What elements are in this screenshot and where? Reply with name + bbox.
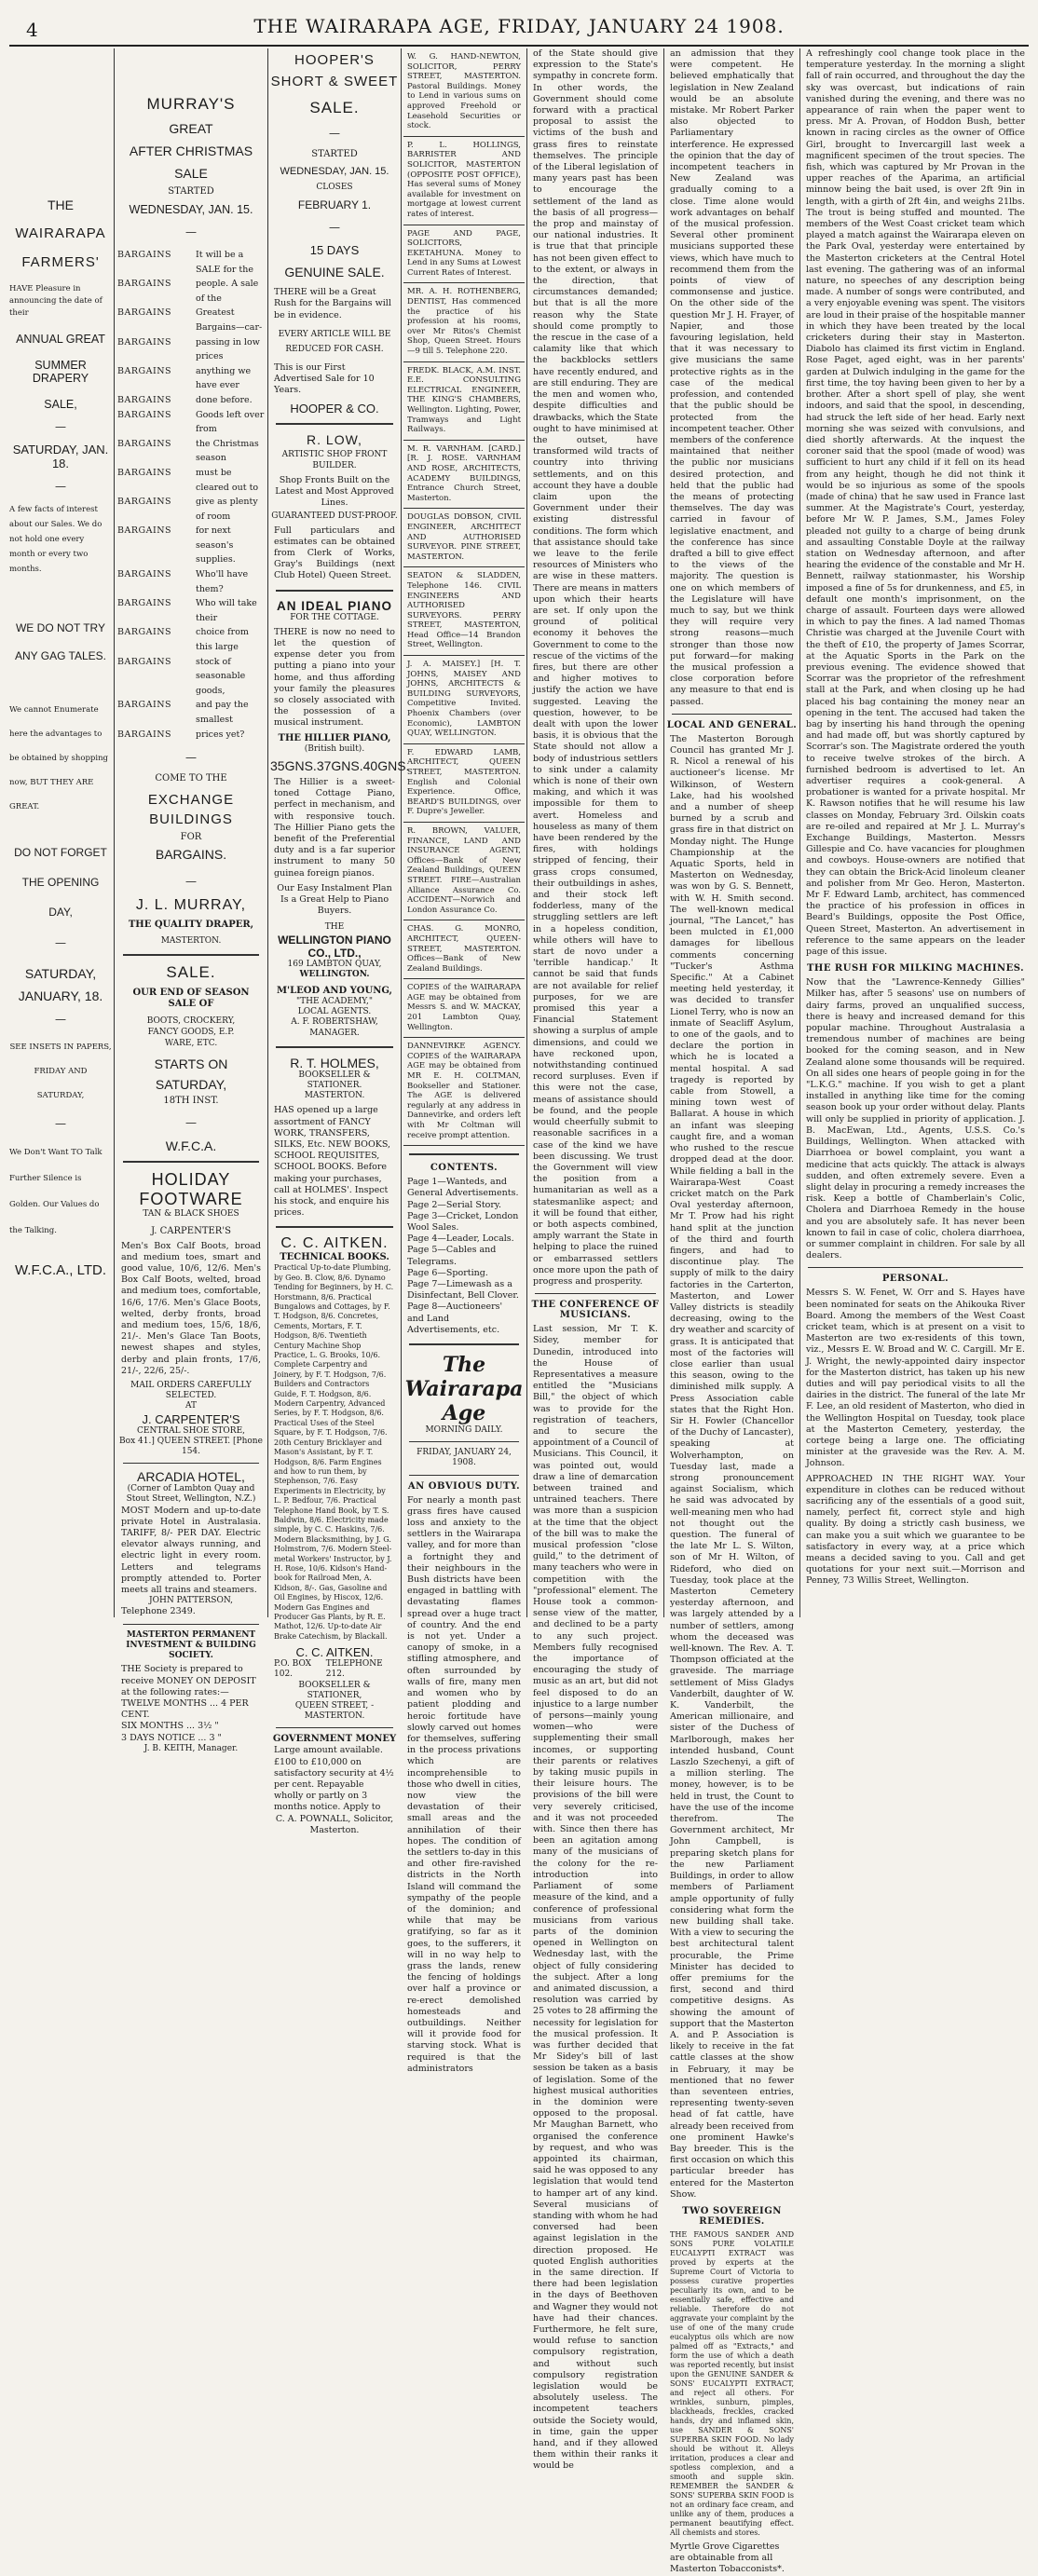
professional-card: SEATON & SLADDEN, Telephone 146. CIVIL ENGINEERS AND AUTHORISED SURVEYORS. PERRY STREET, MASTERTON, Head Office—14 Brandon Street, Wellington.	[403, 567, 525, 656]
bargain-word: BARGAINS	[117, 729, 172, 740]
ad-text: A. F. ROBERTSHAW, MANAGER.	[291, 1017, 378, 1038]
ad-heading: W.F.C.A.	[165, 1138, 217, 1154]
column-rule	[401, 48, 402, 1617]
ad-heading: SATURDAY,	[155, 1077, 227, 1093]
ad-heading: EXCHANGE	[147, 792, 235, 809]
bargain-row	[117, 495, 265, 524]
ad-text: "THE ACADEMY,"	[295, 996, 374, 1006]
ad-text: STARTED	[311, 149, 358, 159]
bargain-word: BARGAINS	[117, 394, 172, 405]
bargain-line: give as plenty of room	[196, 497, 258, 522]
bargain-row	[117, 625, 265, 654]
bargain-word: BARGAINS	[117, 497, 172, 508]
bargain-line: Who'll have them?	[196, 569, 249, 594]
bargain-word: BARGAINS	[117, 307, 172, 319]
leader-text: of the State should give expression to the State's sympathy in concrete form. In other words, the Government should come forward with a practical proposal to assist the victims of the bush and grass fires to reinstate themselves. The principle of the Liberal legislation of many years past has been to encourage the settlement of the land as the basis of all progress—the prop and mainstay of our national industries. It is true that that principle has not been given effect to to the extent, or always in the direction, that circumstances demanded; but that is all the more reason why the State should come promptly to the rescue in the case of a calamity like that which the backblocks settlers have recently endured, and are still enduring. They are the men and women who, despite difficulties and drawbacks, which the State ought to have minimised at the outset, have transformed wild tracts of country into thriving settlements, and on this account they have a double claim upon the Government under their existing distressful conditions. The form which that assistance should take we leave to the ferile resources of Ministers who are wise in these matters. There are means in matters upon which their hearts are set. If only upon the ground of political economy it behoves the Government to come to the rescue of the victims of the fires, but there are other and higher motives to justify the action we have suggested. Leaving the question, however, to be dealt with upon the lower basis, it is obvious that the State should not allow a body of industrious settlers to sink under a calamity which is none of their own making, and which it was impossible for them to avert. Homeless and houseless as many of them have been rendered by the fires, with holdings stripped of fencing, their grass crops consumed, their outbuildings in ashes, and their stock left fodderless, many of the struggling settlers are left in a hopeless condition, while others will have to start de novo under a 'terrible handicap.' It cannot be said that funds are not available for relief purposes, for we are promised this year a Financial Statement showing a surplus of ample dimensions, and could we have reckoned upon, notwithstanding continued record surpluses. Even if this were not the case, means of assistance should be found, and the people would cheerfully submit to reasonable sacrifices in a case of the kind we have been discussing. We trust the Government will view the position from a humanitarian as well as a statesmanlike aspect; and it will be found that either, or both aspects combined, amply warrant the State in helping to place the ruined or embarrassed settlers once more upon the path of progress and prosperity.	[533, 48, 658, 1287]
bargain-word: BARGAINS	[117, 569, 172, 580]
bargain-row	[117, 524, 265, 567]
ad-text: A few facts of interest about our Sales. We do not hold one every month or every two months.	[9, 505, 102, 574]
ad-text: 169 LAMBTON QUAY,	[287, 959, 382, 969]
ad-text: MORNING DAILY.	[425, 1425, 503, 1436]
leader-text: For nearly a month past grass fires have caused loss and anxiety to the settlers in the Wairarapa valley, and for more than a fortnight they and their neighbours in the Bush districts have been engaged in battling with devastating flames spread over a huge tract of country. And the end is not yet. Under a canopy of smoke, in a stifling atmosphere, and often surrounded by walls of fire, many men and women who by patient plodding and heroic fortitude have slowly carved out homes for themselves, suffering in the process privations which are incomprehensible to those who dwell in cities, now view the devastation of their small areas and the annihilation of their hopes. The condition of the settlers to-day in this and other fire-ravished districts in the North Island will command the sympathy of the people of the dominion; and while that may be gratifying, so far as it goes, to the sufferers, it will in no way help to grass the lands, renew the fencing of holdings over half a province or re-erect demolished homesteads and outbuildings. Neither will it provide food for starving stock. What is required is that the administrators	[407, 1494, 522, 2074]
ad-text: Myrtle Grove Cigarettes are obtainable from all Masterton Tobacconists*.	[670, 2541, 785, 2575]
column-leader	[529, 48, 662, 2472]
ad-text: THERE is now no need to let the question of expense deter you from putting a piano into your home, and thus affording your family the pleasures so closely associated with the possession of a musical instrument.	[274, 626, 395, 729]
ad-text: THERE will be a Great Rush for the Bargains will be in evidence.	[274, 287, 391, 320]
contents-item: Page 5—Cables and Telegrams.	[407, 1245, 497, 1267]
ad-heading: HOLIDAY	[151, 1170, 231, 1190]
ad-heading: M'LEOD AND YOUNG,	[276, 985, 393, 996]
ad-heading: SATURDAY,	[24, 966, 97, 981]
rates-list	[117, 1698, 265, 1744]
bargain-row	[117, 567, 265, 596]
ad-text: THE QUALITY DRAPER,	[128, 920, 254, 931]
ad-text: C. A. POWNALL, Solicitor, Masterton.	[275, 1813, 394, 1835]
ad-heading: FEBRUARY 1.	[297, 198, 372, 212]
ad-heading: 15 DAYS	[309, 243, 360, 258]
bargain-word: BARGAINS	[117, 409, 172, 420]
contact-row	[270, 1659, 399, 1680]
ad-text: ARTISTIC SHOP FRONT BUILDER.	[281, 450, 388, 470]
bargain-line: anything we have ever	[196, 365, 252, 391]
ad-heading: R. LOW,	[307, 432, 362, 448]
ad-heading: ANNUAL GREAT	[16, 333, 105, 346]
section-heading: THE RUSH FOR MILKING MACHINES.	[806, 963, 1025, 975]
bargain-line: passing in low prices	[196, 336, 260, 362]
ad-heading: JANUARY, 18.	[18, 988, 103, 1003]
ad-text: LOCAL AGENTS.	[297, 1007, 372, 1017]
bargain-row	[117, 408, 265, 437]
bargain-list	[117, 248, 265, 742]
bargain-row	[117, 437, 265, 466]
column-rule	[526, 48, 527, 1617]
ad-heading: AN IDEAL PIANO	[276, 598, 392, 613]
ad-text: EVERY ARTICLE WILL BE REDUCED FOR CASH.	[278, 329, 391, 354]
newspaper-title: THE WAIRARAPA AGE, FRIDAY, JANUARY 24 1908.	[253, 15, 785, 37]
bargain-line: people. A sale of the	[196, 279, 259, 304]
ad-text: The Hillier is a sweet-toned Cottage Piano, perfect in mechanism, and with responsive touch. The Hillier Piano gets the benefit of the Preferential duty and is a far superior instrument to many 50 guinea foreign pianos.	[274, 776, 395, 879]
column-news	[802, 48, 1029, 1617]
ad-text: BOOKSELLER & STATIONER.	[298, 1070, 371, 1090]
ad-heading: THE	[48, 198, 74, 212]
price: 37GNS.	[316, 757, 363, 773]
bargain-row	[117, 364, 265, 393]
ad-text: J. CARPENTER'S	[151, 1225, 231, 1236]
ad-text: Practical Up-to-date Plumbing, by Geo. B. Clow, 8/6. Dynamo Tending for Beginners, by H. C. Horstmann, 8/6. Practical Bungalows and Cottages, by F. T. Hodgson, 8/6. Concretes, Cements, Mortars, F. T. Hodgson, 8/6. Twentieth Century Machine Shop Practice, L. G. Brooks, 10/6. Complete Carpentry and Joinery, by F. T. Hodgson, 7/6. Builders and Contractors Guide, F. T. Hodgson, 8/6. Modern Carpentry, Advanced Series, by F. T. Hodgson, 8/6. Practical Uses of the Steel Square, by F. T. Hodgson, 7/6. 20th Century Bricklayer and Mason's Assistant, by F. T. Hodgson, 8/6. Farm Engines and how to run them, by Stephenson, 7/6. Easy Experiments in Electricity, by L. P. Bedfour, 7/6. Practical Telephone Hand Book, by T. S. Baldwin, 8/6. Electricity made simple, by C. C. Haskins, 7/6. Modern Blacksmithing, by J. G. Holmstrom, 7/6. Modern Steel-metal Workers' Instructor, by J. H. Rose, 10/6. Kidson's Hand-book for Railroad Men, A. Kidson, 8/-. Gas, Gasoline and Oil Engines, by Hiscox, 12/6. Modern Gas Engines and Producer Gas Plants, by R. E. Mathot, 12/6. Up-to-date Air Brake Catechism, by Blackall.	[274, 1263, 394, 1641]
professional-card: CHAS. G. MONRO, ARCHITECT, QUEEN-STREET, MASTERTON. Offices—Bank of New Zealand Buildings.	[403, 920, 525, 979]
ad-text: AT	[184, 1401, 197, 1411]
contents-item: Page 4—Leader, Locals.	[407, 1233, 514, 1245]
ad-heading: W.F.C.A., LTD.	[14, 1262, 107, 1278]
bargain-row	[117, 596, 265, 625]
ad-text: MAIL ORDERS CAREFULLY SELECTED.	[130, 1381, 252, 1401]
bargain-line: done before.	[196, 394, 253, 405]
professional-card: FREDK. BLACK, A.M. INST. E.E. CONSULTING ELECTRICAL ENGINEER, THE KING'S CHAMBERS, Wellington. Lighting, Power, Tramways and Light Railways.	[403, 362, 525, 441]
ad-text: COME TO THE	[155, 773, 227, 784]
section-heading: PERSONAL.	[881, 1274, 949, 1285]
bargain-line: stock of seasonable goods,	[196, 656, 246, 696]
card-list	[403, 48, 525, 1146]
bargain-word: BARGAINS	[117, 279, 172, 290]
ad-text: This is our First Advertised Sale for 10 Years.	[274, 361, 375, 396]
bargain-row	[117, 248, 265, 277]
ad-heading: DO NOT FORGET THE OPENING DAY,	[14, 846, 107, 919]
contents-item: Page 6—Sporting.	[407, 1267, 488, 1278]
ad-heading: C. C. AITKEN.	[295, 1645, 374, 1660]
bargain-line: It will be a SALE for the	[196, 250, 253, 275]
bargain-row	[117, 655, 265, 699]
ad-heading: STARTS ON	[154, 1056, 228, 1072]
bargain-row	[117, 335, 265, 364]
dateline: FRIDAY, JANUARY 24, 1908.	[417, 1448, 512, 1468]
bargain-line: Goods left over from	[196, 409, 265, 435]
column-rule	[114, 48, 115, 1617]
section-heading: CONTENTS.	[430, 1163, 499, 1174]
ad-text: We cannot Enumerate here the advantages to be obtained by shopping now, BUT THEY ARE GREAT.	[9, 705, 108, 811]
column-wfca-ad: THE WAIRARAPA FARMERS' HAVE Pleasure in announcing the date of their ANNUAL GREAT SUMMER DRAPERY SALE, — SATURDAY, JAN. 18. — A few facts of interest about our Sales. We do not hold one every month or every two months. WE DO NOT TRY ANY GAG TALES. We cannot Enumerate here the advantages to be obtained by shopping now, BUT THEY ARE GREAT. DO NOT FORGET THE OPENING DAY, — SATURDAY, JANUARY, 18. — SEE INSETS IN PAPERS, FRIDAY AND SATURDAY, — We Don't Want TO Talk Further Silence is Golden. Our Values do the Talking. W.F.C.A., LTD.	[9, 198, 112, 1278]
contents-item: Page 3—Cricket, London Wool Sales.	[407, 1210, 519, 1233]
rate-row: TWELVE MONTHS ... 4 PER CENT.	[121, 1697, 249, 1721]
ad-heading: WEDNESDAY, JAN. 15.	[280, 166, 389, 177]
professional-card: M. R. VARNHAM. [CARD.] [R. J. ROSE. VARNHAM AND ROSE, ARCHITECTS, ACADEMY BUILDINGS, Entrance Church Street, Masterton.	[403, 441, 525, 510]
bargain-line: must be cleared out to	[196, 467, 259, 493]
ad-text: Box 41.] QUEEN STREET. [Phone 154.	[119, 1436, 263, 1457]
ad-heading: J. L. MURRAY,	[135, 897, 247, 914]
bargain-row	[117, 277, 265, 306]
professional-card: PAGE AND PAGE, SOLICITORS, EKETAHUNA. Money to Lend in any Sums at Lowest Current Rates of Interest.	[403, 225, 525, 284]
bargain-word: BARGAINS	[117, 438, 172, 449]
ad-heading: SATURDAY, JAN. 18.	[12, 443, 109, 470]
rate-row: SIX MONTHS ... 3½ "	[121, 1721, 219, 1732]
bargain-line: and pay the smallest	[196, 700, 249, 725]
ad-text: CLOSES	[316, 183, 353, 192]
rate-row: 3 DAYS NOTICE ... 3 "	[121, 1732, 222, 1743]
ad-text: HAS opened up a large assortment of FANCY WORK, TRANSFERS, SILKS, Etc. NEW BOOKS, SCHOOL REQUISITES, SCHOOL BOOKS. Before making your purchases, call at HOLMES'. Inspect his stock, and enquire his prices.	[274, 1105, 391, 1219]
ad-heading: WEDNESDAY, JAN. 15.	[129, 203, 253, 216]
professional-card: J. A. MAISEY.] [H. T. JOHNS, MAISEY AND JOHNS, ARCHITECTS & BUILDING SURVEYORS, Competitive Invited. Phoenix Chambers (over Economic), LAMBTON QUAY, WELLINGTON.	[403, 656, 525, 744]
article-text: Messrs S. W. Fenet, W. Orr and S. Hayes have been nominated for seats on the Ahikouka River Board. Among the members of the West Coast cricket team, which is at present on a visit to Masterton are two ex-residents of this town, viz., Messrs E. W. Broad and W. C. Cargill. Mr E. J. Wright, the newly-appointed dairy inspector for the Masterton district, has taken up his new duties and will pay periodical visits to all the dairies in the district. The funeral of the late Mr F. Lee, an old resident of Masterton, who died in the Wellington Hospital on Tuesday, took place at the Masterton Cemetery, yesterday, the cortege being a large one. The officiating minister at the graveside was the Rev. A. M. Johnson.	[806, 1288, 1025, 1469]
ad-heading: C. C. AITKEN.	[280, 1235, 389, 1252]
bargain-line: for next season's supplies.	[196, 525, 236, 566]
professional-card: F. EDWARD LAMB, ARCHITECT, QUEEN STREET, MASTERTON. English and Colonial Experience. Office, BEARD'S BUILDINGS, over F. Dupre's Jeweller.	[403, 744, 525, 823]
bargain-row	[117, 393, 265, 408]
ad-text: Large amount available. £100 to £10,000 on satisfactory security at 4½ per cent. Repayable wholly or partly on 3 months notice. Apply to	[274, 1745, 394, 1813]
contents-item: Page 2—Serial Story.	[407, 1199, 502, 1210]
ad-text: Our Easy Instalment Plan Is a Great Help to Piano Buyers.	[277, 882, 392, 917]
ad-heading: SALE,	[44, 398, 77, 411]
article-text: The Masterton Borough Council has granted Mr J. R. Nicol a renewal of his auctioneer's license. Mr Wilkinson, of Western Lake, had his woolshed and a number of sheep burned by a scrub and grass fire in that district on Monday night. The Hunge Championship at the Aquatic Sports, held in Masterton on Wednesday, was won by G. S. Bennett, with W. H. Smith second. The well-known medical journal, "The Lancet," has been mulcted in £1,000 damages for libellous comments concerning "Tucker's Asthma Specific." At a Cabinet meeting held yesterday, it was decided to transfer Lionel Terry, who is now an inmate of Seacliff Asylum, to one of the gaols, and to declare the portion in which he is located a mental hospital. A sad tragedy is reported by cable from Stowell, a mining town west of Ballarat. A house in which an infant was sleeping caught fire, and a woman who rushed to the rescue dropped dead at the door. While fielding a ball in the Wairarapa-West Coast cricket match on the Park Oval yesterday afternoon, Mr T. Prow had his right hand split at the junction of the third and fourth fingers, and had to discontinue play. The supply of milk to the dairy factories in the Carterton, Masterton, and Lower Valley districts is steadily decreasing, owing to the dry weather and scarcity of grass. It is anticipated that most of the factories will close earlier than usual this season, owing to the diminished milk supply. A Press Association cable states that the Right Hon. Sir H. Fowler (Chancellor of the Duchy of Lancaster), speaking at Wolverhampton, on Tuesday last, made a strong pronouncement against Socialism, which he said was advocated by well-meaning men who had not thought out the question. The funeral of the late Mr L. S. Wilton, son of Mr H. Wilton, of Rideford, who died on Tuesday, took place at the Masterton Cemetery yesterday afternoon, and was largely attended by a number of settlers, among whom the deceased was well-known. The Rev. A. T. Thompson officiated at the graveside. The marriage settlement of Miss Gladys Vanderbilt, daughter of W. K. Vanderbilt, the American millionaire, and sister of the Duchess of Marlborough, makes her intended husband, Count Laszlo Szechenyi, a gift of a million sterling. The money, however, is to be held in trust, the Count to have the use of the income therefrom. The Government architect, Mr John Campbell, is preparing sketch plans for the new Parliament Buildings, in order to allow members of Parliament ample opportunity of fully considering what form the new building shall take. With a view to securing the best architectural talent procurable, the Prime Minister has decided to offer premiums for the first, second and third competitive designs. As showing the amount of support that the Masterton A. and P. Association is likely to receive in the fat cattle classes at the show in February, it may be mentioned that no fewer than seventeen entries, representing twenty-seven head of fat cattle, have already been received from one prominent Hawke's Bay breeder. This is the first occasion on which this particular breeder has entered for the Masterton Show.	[670, 733, 794, 2200]
ad-heading: HOOPER & CO.	[290, 402, 379, 416]
ad-heading: R. T. HOLMES,	[290, 1055, 379, 1070]
ad-text: Now that the "Lawrence-Kennedy Gillies" Milker has, after 5 seasons' use on numbers of dairy farms, proved an unqualified success, there is heavy and increased demand for this popular machine. Throughout Australasia a tremendous number of machines are being booked for the coming season, and in New Zealand alone some thousands will be required. On all sides one hears of people going in for the "L.K.G." machine. If you wish to get a plant installed in anything like time for the coming season book up your order without delay. Plants will only be supplied in priority of application. J. B. MacEwan, Ltd., Agents, U.S.S. Co.'s Buildings, Wellington. When attacked with Diarrhoea or bowel complaint, you want a medicine that acts quickly. The attack is always sudden, and often extremely severe. Even a slight delay in procuring a remedy increases the risk. Keep a bottle of Chamberlain's Colic, Cholera and Diarrhoea Remedy in the house and you are absolutely safe. It has never been known to fail in case of colic, cholera diarrhoea, or summer complaint in children. For sale by all dealers.	[806, 977, 1025, 1261]
ad-heading: J. CARPENTER'S	[142, 1411, 240, 1426]
ad-text: GUARANTEED DUST-PROOF.	[271, 511, 398, 522]
ad-heading: THE HILLIER PIANO,	[278, 732, 391, 743]
ad-text: JOHN PATTERSON,	[148, 1596, 234, 1606]
professional-card: W. G. HAND-NEWTON, SOLICITOR, PERRY STREET, MASTERTON. Pastoral Buildings. Money to Lend in various sums on approved Freehold or Leasehold Securities or stock.	[403, 48, 525, 137]
ad-heading: FOOTWARE	[139, 1190, 243, 1209]
column-local-general	[666, 48, 798, 2575]
telephone: TELEPHONE 212.	[325, 1659, 383, 1680]
bargain-line: prices yet?	[196, 729, 245, 740]
ad-text: Shop Fronts Built on the Latest and Most Approved Lines.	[275, 474, 394, 509]
ad-text: STARTED	[168, 186, 214, 197]
bargain-word: BARGAINS	[117, 525, 172, 537]
bargain-word: BARGAINS	[117, 365, 172, 376]
bargain-word: BARGAINS	[117, 627, 172, 638]
professional-card: P. L. HOLLINGS, BARRISTER AND SOLICITOR, MASTERTON (OPPOSITE POST OFFICE), Has several sums of Money available for investment on mortgage at lowest current rates of interest.	[403, 137, 525, 225]
ad-text: BOOTS, CROCKERY, FANCY GOODS, E.P. WARE, ETC.	[146, 1016, 236, 1049]
column-rule	[799, 48, 800, 1617]
bargain-row	[117, 728, 265, 743]
ad-heading: SALE.	[166, 963, 216, 982]
bargain-row	[117, 306, 265, 334]
column-rule	[267, 48, 268, 1617]
bargain-line: the Christmas season	[196, 438, 259, 464]
ad-text: MOST Modern and up-to-date private Hotel in Australasia. TARIFF, 8/- PER DAY. Electric elevator always running, and electric light in every room. Letters and telegrams promptly attended to. Porter meets all trains and steamers.	[121, 1505, 261, 1596]
ad-text: BOOKSELLER & STATIONER,	[298, 1680, 371, 1700]
ad-text: TAN & BLACK SHOES	[143, 1209, 239, 1220]
ad-heading: HOOPER'S	[294, 52, 375, 68]
ad-text: FOR	[180, 832, 202, 843]
article-text: A refreshingly cool change took place in the temperature yesterday. In the morning a slight fall of rain occurred, and throughout the day the sky was overcast, but indications of rain vanished during the evening, and there was no appearance of rain when the paper went to press. Mr A. Provan, of Hoddon Bush, better known in racing circles as the owner of Office Girl, brought to Invercargill last week a magnificent specimen of the trout species. The fish, which was captured by Mr Provan in the upper reaches of the Aparima, an artificial minnow being the bait used, is over 2ft 9in in length, with a girth of 2ft 4in, and weighs 21lbs. The trout is being stuffed and mounted. The members of the West Coast cricket team which played a match against the Wairarapa eleven on the Park Oval, yesterday were entertained by the Masterton cricketers at the Central Hotel last evening. The gathering was of an informal nature, no speeches of any description being made. A number of songs were contributed, and a very enjoyable evening was spent. The visitors are loud in their praise of the hospitable manner in which they have been treated by the local cricketers during their stay in Masterton. Diabolo has claimed its first victim in England. Rose Paget, aged eight, was in her parents' garden at Dulwich indulging in the game for the first time, the toy having been given to her by a brother. After a short spell of play, she went indoors, and said that the spool, in descending, had struck the left side of her head. Early next morning she was seized with convulsions, and died shortly afterwards. At the inquest the coroner said that the spool (made of wood) was sufficient to hurt any child if it fell on its head from any height, though he did not think it would be so injurious as some of the spools (made of china) that he saw used in France last summer. At the Magistrate's Court, yesterday, before Mr W. P. James, S.M., James Foley pleaded not guilty to a charge of being drunk and assaulting Constable Doyle at the railway station on Wednesday afternoon, and after hearing the evidence of the constable and Mr H. Bennett, railway stationmaster, his Worship imposed a fine of 5s for drunkenness, and £5, in default one month's imprisonment, on the charge of assault. Fourteen days were allowed in which to pay the fines. A lad named Thomas Christie was charged at the Juvenile Court with the theft of £10, the property of James Scorrar, at the Aquatic Sports in the Park on the previous evening. The evidence showed that Scorrar was the proprietor of the refreshment stall at the Park, and when closing up he had placed his bag containing the money near an opening in the tent. The accused had taken the bag by inserting his hand through the opening and had made off, but was shortly captured by Scorrar's son. The Magistrate ordered the youth to receive twelve strokes of the birch. A furnished bedroom is advertised to let. An advertiser requires a cook-general. A probationer is wanted for a private hospital. Mr K. Rawson notifies that he will resume his law classes on Monday, February 3rd. Oilskin coats are re-oiled and repaired at Mr J. L. Murray's Exchange Buildings, Masterton. Messrs Gillespie and Co. have vacancies for ploughmen and cowboys. House-owners are notified that they can obtain the Brick-Acid linoleum cleaner and polisher from Mr Geo. Heron, Masterton. Mr F. Edward Lamb, architect, has commenced the practice of his profession in offices in Beard's Buildings, opposite the Post Office, Queen Street, Masterton. An advertisement in reference to the same appears on the leader page of this issue.	[806, 48, 1025, 958]
ad-heading: GENUINE SALE.	[284, 265, 385, 280]
article-text: Last session, Mr T. K. Sidey, member for Dunedin, introduced into the House of Representatives a measure entitled the "Musicians Bill," the object of which was to provide for the registration of teachers, and to secure the appointment of a Council of Musicians. This Council, it was pointed out, would draw a line of demarcation between trained and untrained teachers. There was more than a suspicion at the time that the object of the bill was to make the musical profession "close guild," to the detriment of many teachers who were in competition with the "professional" element. The House took a common-sense view of the matter, and declined to be a party to any such project. Members fully recognised the importance of encouraging the study of music as an art, but did not feel disposed to do an injustice to a large number of persons—mainly young women—who were supplementing their small incomes, or supporting their parents or relatives by taking music pupils in their leisure hours. The provisions of the bill were very severely criticised, and it was not proceeded with. Since then there has been an agitation among many of the musicians of the colony for the re-introduction into Parliament of some measure of the kind, and a conference of professional musicians from various parts of the dominion opened in Wellington on Wednesday last, with the object of fully considering the subject. After a long and animated discussion, a resolution was carried by 25 votes to 28 affirming the necessity for legislation for the musical profession. It was further decided that Mr Sidey's bill of last session be taken as a basis of legislation. Some of the highest musical authorities in the dominion were opposed to the proposal. Mr Maughan Barnett, who organised the conference by request, and who was appointed its chairman, said he was opposed to any legislation that would tend to hamper art of any kind. Several musicians of standing with whom he had conversed had been against legislation in the direction proposed. He quoted English authorities in the same direction. If there had been legislation in the days of Beethoven and Wagner they would not have had their chances. Furthermore, he felt sure, would refuse to sanction compulsory registration, and without such compulsory registration legislation would be absolutely useless. The incompetent teachers outside the Society would, in time, gain the upper hand, and if they allowed them within their ranks it would be	[533, 1324, 659, 2472]
ad-heading: BUILDINGS	[149, 811, 233, 828]
ad-heading: SUMMER DRAPERY	[32, 359, 89, 385]
bargain-word: BARGAINS	[117, 467, 172, 478]
column-hooper-ads: HOOPER'S SHORT & SWEET SALE. — STARTED WEDNESDAY, JAN. 15. CLOSES FEBRUARY 1. — 15 DAYS GENUINE SALE. THERE will be a Great Rush for the Bargains will be in evidence. EVERY ARTICLE WILL BE REDUCED FOR CASH. This is our First Advertised Sale for 10 Years. HOOPER & CO. R. LOW, ARTISTIC SHOP FRONT BUILDER. Shop Fronts Built on the Latest and Most Approved Lines. GUARANTEED DUST-PROOF. Full particulars and estimates can be obtained from Clerk of Works, Gray's Buildings (next Club Hotel) Queen Street. AN IDEAL PIANO FOR THE COTTAGE. THERE is now no need to let the question of expense deter you from putting a piano into your home, and thus affording your family the pleasures so closely associated with the possession of a musical instrument. THE HILLIER PIANO, (British built). 35GNS. 37GNS. 40GNS. The Hillier is a sweet-toned Cottage Piano, perfect in mechanism, and with responsive touch. The Hillier Piano gets the benefit of the Preferential duty and is a far superior instrument to many 50 guinea foreign pianos. Our Easy Instalment Plan Is a Great Help to Piano Buyers. THE WELLINGTON PIANO CO., LTD., 169 LAMBTON QUAY, WELLINGTON. M'LEOD AND YOUNG, "THE ACADEMY," LOCAL AGENTS. A. F. ROBERTSHAW, MANAGER. R. T. HOLMES, BOOKSELLER & STATIONER. MASTERTON. HAS opened up a large assortment of FANCY WORK, TRANSFERS, SILKS, Etc. NEW BOOKS, SCHOOL REQUISITES, SCHOOL BOOKS. Before making your purchases, call at HOLMES'. Inspect his stock, and enquire his prices. C. C. AITKEN. TECHNICAL BOOKS. Practical Up-to-date Plumbing, by Geo. B. Clow, 8/6. Dynamo Tending for Beginners, by H. C. Horstmann, 8/6. Practical Bungalows and Cottages, by F. T. Hodgson, 8/6. Concretes, Cements, Mortars, F. T. Hodgson, 8/6. Twentieth Century Machine Shop Practice, L. G. Brooks, 10/6. Complete Carpentry and Joinery, by F. T. Hodgson, 7/6. Builders and Contractors Guide, F. T. Hodgson, 8/6. Modern Carpentry, Advanced Series, by F. T. Hodgson, 8/6. Practical Uses of the Steel Square, by F. T. Hodgson, 7/6. 20th Century Bricklayer and Mason's Assistant, by F. T. Hodgson, 8/6. Farm Engines and how to run them, by Stephenson, 7/6. Easy Experiments in Electricity, by L. P. Bedfour, 7/6. Practical Telephone Hand Book, by T. S. Baldwin, 8/6. Electricity made simple, by C. C. Haskins, 7/6. Modern Blacksmithing, by J. G. Holmstrom, 7/6. Modern Steel-metal Workers' Instructor, by J. H. Rose, 10/6. Kidson's Hand-book for Railroad Men, A. Kidson, 8/-. Gas, Gasoline and Oil Engines, by Hiscox, 12/6. Modern Gas Engines and Producer Gas Plants, by R. E. Mathot, 12/6. Up-to-date Air Brake Catechism, by Blackall. C. C. AITKEN. P.O. BOX 102. TELEPHONE 212. BOOKSELLER & STATIONER, QUEEN STREET, - MASTERTON. GOVERNMENT MONEY Large amount available. £100 to £10,000 on satisfactory security at 4½ per cent. Repayable wholly or partly on 3 months notice. Apply to C. A. POWNALL, Solicitor, Masterton.	[270, 52, 410, 1835]
bargain-line: choice from this large	[196, 627, 249, 653]
ad-text: THE Society is prepared to receive MONEY ON DEPOSIT at the following rates:—	[121, 1664, 256, 1697]
po-box: P.O. BOX 102.	[274, 1659, 312, 1680]
section-heading: AN OBVIOUS DUTY.	[407, 1480, 521, 1492]
ad-text: TECHNICAL BOOKS.	[280, 1252, 389, 1263]
ad-heading: FARMERS'	[21, 254, 100, 270]
ad-heading: BARGAINS.	[155, 847, 227, 863]
ad-heading: AFTER CHRISTMAS	[129, 143, 253, 158]
newspaper-logo: The Wairarapa Age	[404, 1353, 524, 1426]
article-text: an admission that they were competent. He believed emphatically that legislation in New Zealand would be an absolute mistake. Mr Robert Parker also objected to Parliamentary interference. He expressed the opinion that the day of incompetent teachers in New Zealand was gradually coming to a close. Time alone would work advantages on behalf of the musical profession. Several other prominent musicians supported these views, which have much to recommend them from the points of view of commonsense and justice. On the other side of the question Mr J. H. Frayer, of Napier, and those favouring legislation, held that it was necessary to give musicians the same protective rights as in the case of the medical profession, and contended that the public should be protected from the incompetent teacher. Other members of the conference maintained that neither the public nor musicians desired protection, and held that the public had the means of protecting themselves. The day was carried in favour of legislative enactment, and the conference has since drafted a bill to give effect to the views of the majority. The question is one on which members of the Legislature will have much to say, but we think they will require very strong reasons—much stronger than those now put forward—for making the musical profession a close corporation before any measure to that end is passed.	[670, 48, 794, 707]
bargain-line: Greatest Bargains—car-	[196, 307, 263, 333]
column-professional-cards	[403, 48, 525, 2074]
price-row	[270, 757, 410, 773]
section-heading: THE CONFERENCE OF MUSICIANS.	[531, 1300, 660, 1321]
bargain-word: BARGAINS	[117, 700, 172, 711]
ad-text: WELLINGTON.	[299, 969, 370, 979]
contents-list	[403, 1177, 525, 1336]
ad-text: THE FAMOUS SANDER AND SONS PURE VOLATILE EUCALYPTI EXTRACT was proved by experts at the Supreme Court of Victoria to possess curative properties peculiarly its own, and to be essentially safe, effective and reliable. Therefore do not aggravate your complaint by the use of one of the many crude eucalyptus oils which are now palmed off as "Extracts," and form the use of which a death was reported recently, but insist upon the GENUINE SANDER & SONS' EUCALYPTI EXTRACT, and reject all others. For wrinkles, sunburn, pimples, blackheads, freckles, cracked hands, dry and inflamed skin, use SANDER & SONS' SUPERBA SKIN FOOD. No lady should be without it. Alleys irritation, produces a clear and spotless complexion, and a smooth and supple skin. REMEMBER the SANDER & SONS' SUPERBA SKIN FOOD is not an ordinary face cream, and unlike any of them, produces a permanent beautifying effect. All chemists and stores.	[670, 2229, 794, 2537]
professional-card: DOUGLAS DOBSON, CIVIL ENGINEER, ARCHITECT AND AUTHORISED SURVEYOR. PINE STREET, MASTERTON.	[403, 509, 525, 567]
ad-text: MASTERTON.	[304, 1091, 365, 1101]
bargain-line: Who will take their	[196, 598, 257, 623]
ad-text: SEE INSETS IN PAPERS, FRIDAY AND SATURDAY,	[9, 1043, 112, 1100]
ad-text: (British built).	[304, 743, 365, 754]
ad-text: 18TH INST.	[163, 1096, 219, 1107]
ad-text: CENTRAL SHOE STORE,	[136, 1425, 246, 1436]
ad-text: OUR END OF SEASON SALE OF	[132, 988, 250, 1010]
ad-heading: SHORT & SWEET	[270, 74, 399, 89]
ad-text: Full particulars and estimates can be obtained from Clerk of Works, Gray's Buildings (next Club Hotel) Queen Street.	[274, 525, 395, 581]
contents-item: Page 8—Auctioneers' and Land Advertisements, etc.	[407, 1302, 503, 1335]
ad-heading: SALE.	[309, 99, 360, 116]
ad-text: APPROACHED IN THE RIGHT WAY. Your expenditure in clothes can be reduced without sacrificing any of the essentials of a good suit, namely, perfect fit, correct style and high quality. By doing a strictly cash business, we can make you a suit which we guarantee to be satisfactory in every way, at a price which means a decided saving to you. Call and get quotations for your next suit.—Morrison and Penney, 73 Willis Street, Wellington.	[806, 1473, 1025, 1587]
masthead	[0, 0, 1038, 48]
ad-heading: MURRAY'S	[146, 95, 236, 113]
ad-text: FOR THE COTTAGE.	[290, 612, 379, 622]
price: 35GNS.	[270, 757, 317, 773]
bargain-word: BARGAINS	[117, 598, 172, 609]
ad-text: (Corner of Lambton Quay and Stout Street, Wellington, N.Z.)	[126, 1484, 256, 1505]
column-murray-ads: MURRAY'S GREAT AFTER CHRISTMAS SALE STARTED WEDNESDAY, JAN. 15. — BARGAINS It will be a SALE for the BARGAINS people. A sale of the BARGAINS Greatest Bargains—car- BARGAINS passing in low prices BARGAINS anything we have ever BARGAINS done before. BARGAINS Goods left over from BARGAINS the Christmas season BARGAINS must be cleared out to BARGAINS give as plenty of room BARGAINS for next season's supplies. BARGAINS Who'll have them? BARGAINS Who will take their BARGAINS choice from this large BARGAINS stock of seasonable goods, BARGAINS and pay the smallest BARGAINS prices yet? — COME TO THE EXCHANGE BUILDINGS FOR BARGAINS. — J. L. MURRAY, THE QUALITY DRAPER, MASTERTON. SALE. OUR END OF SEASON SALE OF BOOTS, CROCKERY, FANCY GOODS, E.P. WARE, ETC. STARTS ON SATURDAY, 18TH INST. — W.F.C.A. HOLIDAY FOOTWARE TAN & BLACK SHOES J. CARPENTER'S Men's Box Calf Boots, broad and medium toes, smart and good value, 10/6, 12/6. Men's Box Calf Boots, welted, broad and medium toes, comfortable, 16/6, 17/6. Men's Glace Boots, welted, derby fronts, broad and medium toes, 15/6, 18/6, 21/-. Men's Glace Tan Boots, newest shapes and styles, derby and plain fronts, 17/6, 21/-, 22/6, 25/-. MAIL ORDERS CAREFULLY SELECTED. AT J. CARPENTER'S CENTRAL SHOE STORE, Box 41.] QUEEN STREET. [Phone 154. ARCADIA HOTEL, (Corner of Lambton Quay and Stout Street, Wellington, N.Z.) MOST Modern and up-to-date private Hotel in Australasia. TARIFF, 8/- PER DAY. Electric elevator always running, and electric light in every room. Letters and telegrams promptly attended to. Porter meets all trains and steamers. JOHN PATTERSON, Telephone 2349. MASTERTON PERMANENT INVESTMENT & BUILDING SOCIETY. THE Society is prepared to receive MONEY ON DEPOSIT at the following rates:— TWELVE MONTHS ... 4 PER CENT. SIX MONTHS ... 3½ " 3 DAYS NOTICE ... 3 " J. B. KEITH, Manager.	[117, 95, 265, 1753]
ad-text: Telephone 2349.	[121, 1606, 196, 1617]
ad-heading: WAIRARAPA	[15, 225, 106, 241]
contents-item: Page 1—Wanteds, and General Advertisements.	[407, 1177, 519, 1199]
ad-heading: WELLINGTON PIANO CO., LTD.,	[278, 933, 391, 960]
contents-item: Page 7—Limewash as a Disinfectant, Bell Clover.	[407, 1279, 519, 1302]
ad-heading: ARCADIA HOTEL,	[137, 1469, 245, 1485]
professional-card: R. BROWN, VALUER, FINANCE, LAND AND INSURANCE AGENT, Offices—Bank of New Zealand Buildings, QUEEN STREET. FIRE—Australian Alliance Assurance Co. ACCIDENT—Norwich and London Assurance Co.	[403, 823, 525, 920]
price: 40GNS.	[362, 757, 410, 773]
bargain-word: BARGAINS	[117, 656, 172, 667]
ad-text: J. B. KEITH, Manager.	[143, 1743, 239, 1753]
professional-card: MR. A. H. ROTHENBERG, DENTIST, Has commenced the practice of his profession at his rooms, over Mr Ritos's Chemist Shop, Queen Street. Hours—9 till 5. Telephone 220.	[403, 283, 525, 361]
ad-heading: MASTERTON PERMANENT INVESTMENT & BUILDING SOCIETY.	[126, 1629, 256, 1661]
ad-heading: SALE	[174, 166, 208, 181]
ad-text: Men's Box Calf Boots, broad and medium toes, smart and good value, 10/6, 12/6. Men's Box Calf Boots, welted, broad and medium toes, comfortable, 16/6, 17/6. Men's Glace Boots, welted, derby fronts, broad and medium toes, 15/6, 18/6, 21/-. Men's Glace Tan Boots, newest shapes and styles, derby and plain fronts, 17/6, 21/-, 22/6, 25/-.	[121, 1240, 261, 1376]
ad-text: THE	[324, 922, 345, 933]
professional-card: DANNEVIRKE AGENCY. COPIES of the WAIRARAPA AGE may be obtained from MR E. H. COLTMAN, Bookseller and Stationer. The AGE is delivered regularly at any address in Dannevirke, and orders left with Mr Coltman will receive prompt attention.	[403, 1038, 525, 1146]
bargain-word: BARGAINS	[117, 250, 172, 260]
bargain-word: BARGAINS	[117, 336, 172, 348]
ad-text: MASTERTON.	[160, 936, 222, 947]
ad-heading: WE DO NOT TRY ANY GAG TALES.	[14, 621, 107, 662]
ad-heading: GOVERNMENT MONEY	[272, 1734, 397, 1745]
bargain-row	[117, 698, 265, 727]
ad-heading: GREAT	[169, 121, 213, 136]
professional-card: COPIES of the WAIRARAPA AGE may be obtained from Messrs S. and W. MACKAY, 201 Lambton Quay, Wellington.	[403, 979, 525, 1038]
ad-text: QUEEN STREET, - MASTERTON.	[294, 1701, 375, 1722]
bargain-row	[117, 466, 265, 495]
ad-text: We Don't Want TO Talk Further Silence is Golden. Our Values do the Talking.	[9, 1148, 102, 1235]
column-rule	[663, 48, 664, 1617]
masthead-rule	[9, 45, 1029, 47]
ad-text: HAVE Pleasure in announcing the date of their	[9, 284, 102, 318]
section-heading: LOCAL AND GENERAL.	[666, 719, 798, 730]
page-number: 4	[26, 19, 38, 41]
section-heading: TWO SOVEREIGN REMEDIES.	[682, 2205, 782, 2227]
